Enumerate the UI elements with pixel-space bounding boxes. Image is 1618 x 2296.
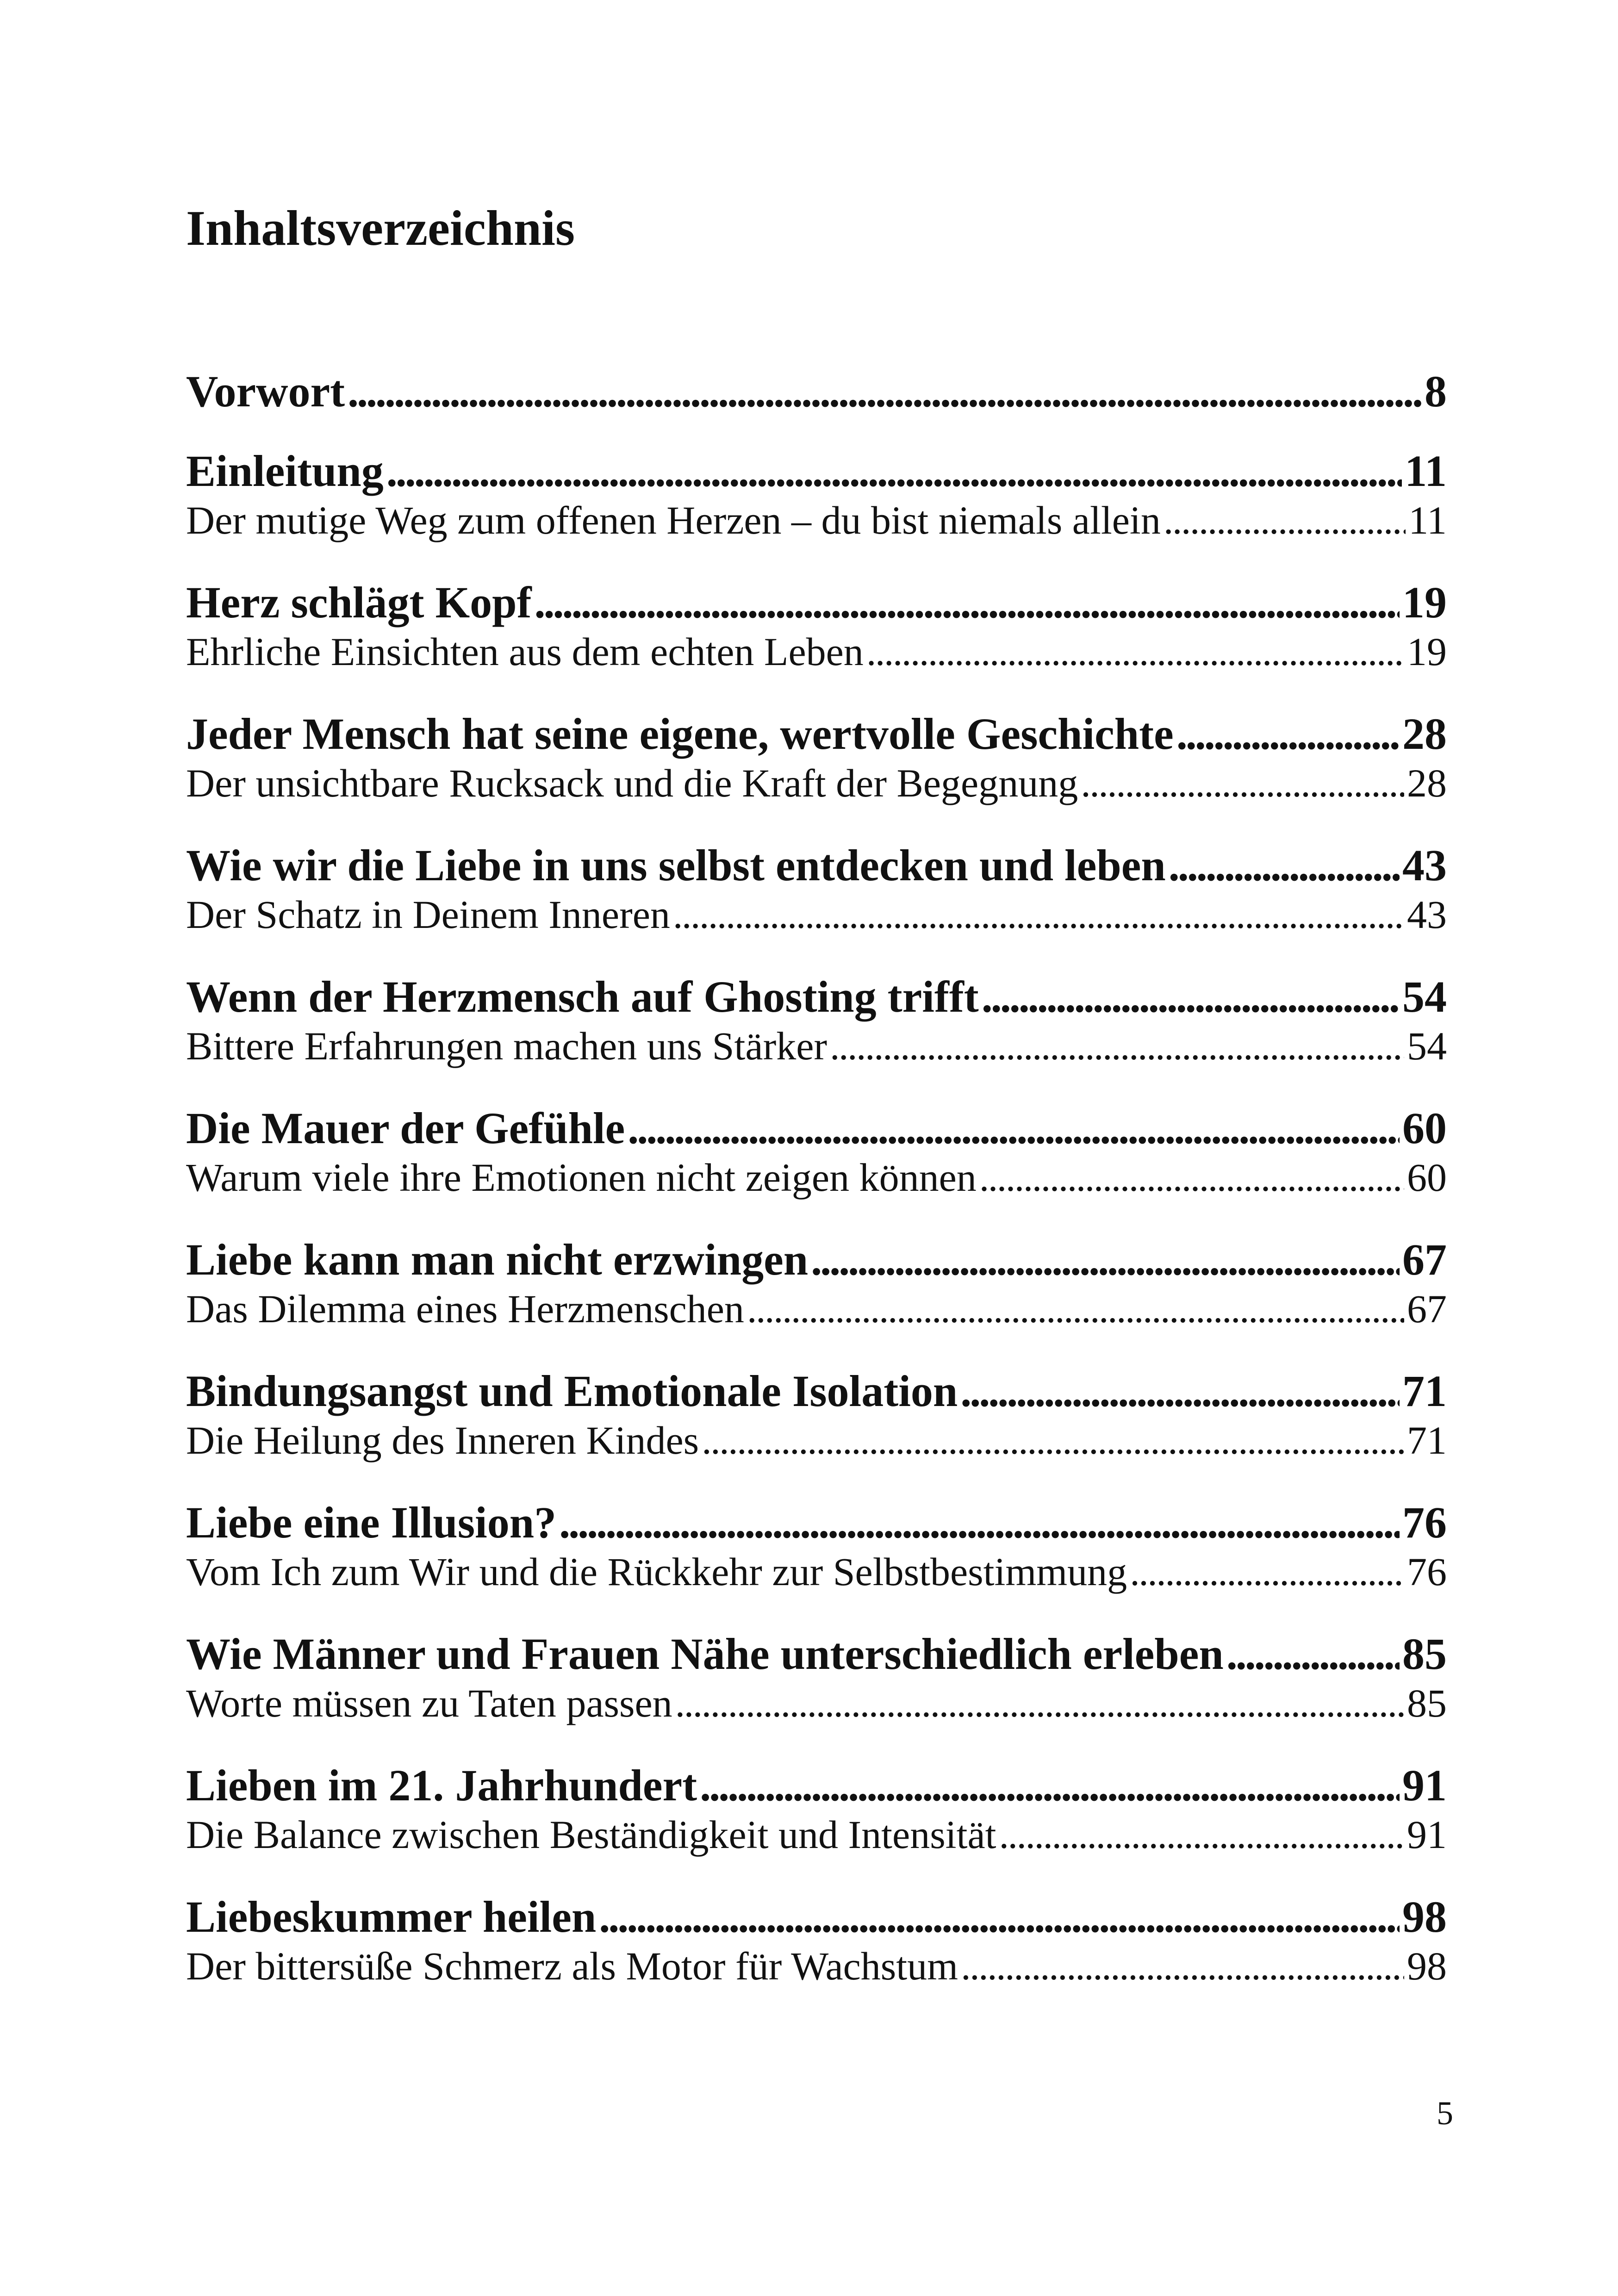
toc-subchapter-entry[interactable] xyxy=(186,760,1447,806)
dot-leader xyxy=(675,1680,1404,1726)
toc-chapter-entry[interactable] xyxy=(186,708,1447,759)
chapter-title: Jeder Mensch hat seine eigene, wertvolle Geschichte xyxy=(186,709,1174,759)
toc-subchapter-entry[interactable] xyxy=(186,1286,1447,1332)
dot-leader xyxy=(747,1286,1404,1332)
chapter-page: 43 xyxy=(1402,840,1447,890)
dot-leader xyxy=(702,1417,1404,1463)
toc-chapter-entry[interactable] xyxy=(186,366,1447,417)
toc-subchapter-entry[interactable] xyxy=(186,891,1447,938)
toc-chapter-entry[interactable] xyxy=(186,1102,1447,1153)
dot-leader xyxy=(1176,708,1400,759)
chapter-page: 71 xyxy=(1402,1366,1447,1416)
toc-subchapter-entry[interactable] xyxy=(186,1023,1447,1069)
subchapter-page: 76 xyxy=(1407,1549,1447,1594)
subchapter-title: Der unsichtbare Rucksack und die Kraft der Begegnung xyxy=(186,761,1078,805)
subchapter-title: Warum viele ihre Emotionen nicht zeigen können xyxy=(186,1155,977,1200)
dot-leader xyxy=(1169,840,1400,890)
dot-leader xyxy=(1130,1549,1404,1595)
dot-leader xyxy=(961,1943,1404,1989)
toc-chapter xyxy=(186,577,1447,708)
subchapter-page: 43 xyxy=(1407,892,1447,937)
toc-chapter-entry[interactable] xyxy=(186,1497,1447,1548)
dot-leader xyxy=(866,628,1404,675)
subchapter-title: Der Schatz in Deinem Inneren xyxy=(186,892,670,937)
toc-chapter-entry[interactable] xyxy=(186,971,1447,1022)
dot-leader xyxy=(982,971,1400,1022)
dot-leader xyxy=(1164,497,1406,543)
chapter-title: Liebeskummer heilen xyxy=(186,1892,597,1941)
subchapter-title: Die Balance zwischen Beständigkeit und Intensität xyxy=(186,1812,996,1857)
subchapter-page: 11 xyxy=(1408,498,1447,542)
subchapter-title: Worte müssen zu Taten passen xyxy=(186,1681,672,1725)
chapter-title: Bindungsangst und Emotionale Isolation xyxy=(186,1366,958,1416)
toc-chapter xyxy=(186,1760,1447,1891)
dot-leader xyxy=(1081,760,1404,806)
page-number: 5 xyxy=(1437,2095,1453,2132)
chapter-page: 54 xyxy=(1402,972,1447,1021)
chapter-title: Liebe kann man nicht erzwingen xyxy=(186,1235,809,1284)
chapter-page: 98 xyxy=(1402,1892,1447,1941)
chapter-page: 11 xyxy=(1405,446,1447,496)
subchapter-title: Der mutige Weg zum offenen Herzen – du bist niemals allein xyxy=(186,498,1161,542)
toc-chapter xyxy=(186,1102,1447,1234)
dot-leader xyxy=(700,1760,1400,1811)
chapter-page: 91 xyxy=(1402,1761,1447,1810)
toc-subchapter-entry[interactable] xyxy=(186,1680,1447,1726)
toc-chapter xyxy=(186,708,1447,840)
subchapter-title: Bittere Erfahrungen machen uns Stärker xyxy=(186,1024,828,1068)
dot-leader xyxy=(960,1365,1400,1416)
toc-chapter xyxy=(186,971,1447,1102)
dot-leader xyxy=(830,1023,1404,1069)
subchapter-page: 54 xyxy=(1407,1024,1447,1068)
toc-chapter-entry[interactable] xyxy=(186,445,1447,496)
subchapter-title: Das Dilemma eines Herzmenschen xyxy=(186,1287,744,1331)
chapter-page: 60 xyxy=(1402,1103,1447,1153)
toc-chapter xyxy=(186,445,1447,577)
table-of-contents xyxy=(186,366,1447,2022)
dot-leader xyxy=(348,366,1422,417)
toc-chapter-entry[interactable] xyxy=(186,1891,1447,1942)
chapter-page: 85 xyxy=(1402,1629,1447,1679)
dot-leader xyxy=(628,1102,1400,1153)
page-title: Inhaltsverzeichnis xyxy=(186,201,575,256)
toc-chapter xyxy=(186,1891,1447,2022)
toc-subchapter-entry[interactable] xyxy=(186,1417,1447,1463)
dot-leader xyxy=(599,1891,1400,1942)
subchapter-page: 98 xyxy=(1407,1944,1447,1988)
toc-chapter xyxy=(186,1234,1447,1365)
dot-leader xyxy=(535,577,1400,628)
subchapter-title: Vom Ich zum Wir und die Rückkehr zur Selbstbestimmung xyxy=(186,1549,1127,1594)
toc-chapter-entry[interactable] xyxy=(186,840,1447,890)
toc-chapter-entry[interactable] xyxy=(186,1365,1447,1416)
chapter-title: Wie Männer und Frauen Nähe unterschiedlich erleben xyxy=(186,1629,1224,1679)
subchapter-page: 19 xyxy=(1407,629,1447,674)
dot-leader xyxy=(811,1234,1400,1285)
toc-chapter xyxy=(186,1365,1447,1497)
toc-chapter-entry[interactable] xyxy=(186,1234,1447,1285)
toc-subchapter-entry[interactable] xyxy=(186,628,1447,675)
toc-chapter xyxy=(186,1497,1447,1628)
chapter-page: 19 xyxy=(1402,578,1447,627)
subchapter-page: 28 xyxy=(1407,761,1447,805)
chapter-title: Lieben im 21. Jahrhundert xyxy=(186,1761,697,1810)
toc-subchapter-entry[interactable] xyxy=(186,497,1447,543)
toc-subchapter-entry[interactable] xyxy=(186,1943,1447,1989)
chapter-page: 76 xyxy=(1402,1498,1447,1547)
toc-chapter-entry[interactable] xyxy=(186,1760,1447,1811)
toc-chapter-entry[interactable] xyxy=(186,1628,1447,1679)
subchapter-page: 85 xyxy=(1407,1681,1447,1725)
toc-subchapter-entry[interactable] xyxy=(186,1811,1447,1858)
chapter-title: Herz schlägt Kopf xyxy=(186,578,532,627)
toc-chapter xyxy=(186,840,1447,971)
toc-subchapter-entry[interactable] xyxy=(186,1549,1447,1595)
subchapter-page: 67 xyxy=(1407,1287,1447,1331)
chapter-page: 8 xyxy=(1425,367,1447,416)
chapter-page: 28 xyxy=(1402,709,1447,759)
dot-leader xyxy=(979,1154,1404,1201)
chapter-page: 67 xyxy=(1402,1235,1447,1284)
dot-leader xyxy=(559,1497,1400,1548)
chapter-title: Vorwort xyxy=(186,367,345,416)
subchapter-title: Der bittersüße Schmerz als Motor für Wachstum xyxy=(186,1944,958,1988)
subchapter-page: 91 xyxy=(1407,1812,1447,1857)
subchapter-title: Die Heilung des Inneren Kindes xyxy=(186,1418,699,1462)
dot-leader xyxy=(1226,1628,1400,1679)
toc-chapter xyxy=(186,1628,1447,1760)
subchapter-page: 60 xyxy=(1407,1155,1447,1200)
subchapter-title: Ehrliche Einsichten aus dem echten Leben xyxy=(186,629,864,674)
chapter-title: Die Mauer der Gefühle xyxy=(186,1103,625,1153)
dot-leader xyxy=(999,1811,1404,1858)
chapter-title: Einleitung xyxy=(186,446,384,496)
toc-subchapter-entry[interactable] xyxy=(186,1154,1447,1201)
chapter-title: Wie wir die Liebe in uns selbst entdecken und leben xyxy=(186,840,1166,890)
chapter-title: Liebe eine Illusion? xyxy=(186,1498,557,1547)
subchapter-page: 71 xyxy=(1407,1418,1447,1462)
dot-leader xyxy=(673,891,1404,938)
chapter-title: Wenn der Herzmensch auf Ghosting trifft xyxy=(186,972,979,1021)
toc-chapter-entry[interactable] xyxy=(186,577,1447,628)
dot-leader xyxy=(386,445,1402,496)
toc-chapter xyxy=(186,366,1447,445)
